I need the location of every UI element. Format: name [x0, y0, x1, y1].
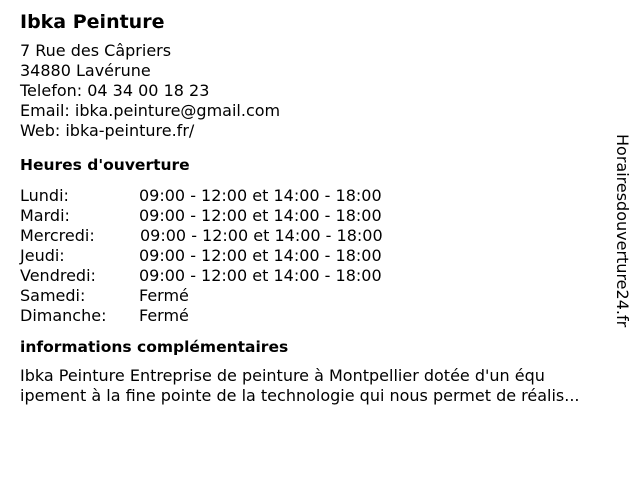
site-watermark: Horairesdouverture24.fr [613, 134, 632, 328]
info-line: ipement à la fine pointe de la technologie qui nous permet de réalis... [20, 386, 580, 405]
hours-row-monday [20, 186, 620, 206]
hours-row-saturday [20, 286, 620, 306]
day-hours: 09:00 - 12:00 et 14:00 - 18:00 [139, 206, 382, 225]
day-label: Jeudi: [20, 246, 65, 265]
hours-row-sunday [20, 306, 620, 326]
day-hours: 09:00 - 12:00 et 14:00 - 18:00 [139, 246, 382, 265]
day-hours: Fermé [139, 306, 189, 325]
phone-number: Telefon: 04 34 00 18 23 [20, 81, 210, 100]
business-card [20, 10, 620, 406]
day-label: Mercredi: [20, 226, 95, 245]
additional-info-text [20, 366, 620, 406]
hours-row-friday [20, 266, 620, 286]
website-link: Web: ibka-peinture.fr/ [20, 121, 195, 140]
day-label: Dimanche: [20, 306, 107, 325]
additional-info-heading: informations complémentaires [20, 338, 289, 356]
hours-row-tuesday [20, 206, 620, 226]
day-label: Lundi: [20, 186, 69, 205]
email-address: Email: ibka.peinture@gmail.com [20, 101, 281, 120]
opening-hours-heading: Heures d'ouverture [20, 156, 190, 174]
hours-row-wednesday [20, 226, 620, 246]
day-label: Samedi: [20, 286, 86, 305]
hours-row-thursday [20, 246, 620, 266]
day-label: Vendredi: [20, 266, 96, 285]
day-hours: Fermé [139, 286, 189, 305]
info-line: Ibka Peinture Entreprise de peinture à Montpellier dotée d'un équ [20, 366, 545, 385]
day-hours: 09:00 - 12:00 et 14:00 - 18:00 [139, 266, 382, 285]
opening-hours-table [20, 186, 620, 326]
day-hours: 09:00 - 12:00 et 14:00 - 18:00 [139, 186, 382, 205]
day-label: Mardi: [20, 206, 70, 225]
business-name: Ibka Peinture [20, 11, 165, 33]
day-hours: 09:00 - 12:00 et 14:00 - 18:00 [140, 226, 383, 245]
address-street: 7 Rue des Câpriers [20, 41, 172, 60]
contact-block [20, 41, 620, 141]
address-city: 34880 Lavérune [20, 61, 151, 80]
